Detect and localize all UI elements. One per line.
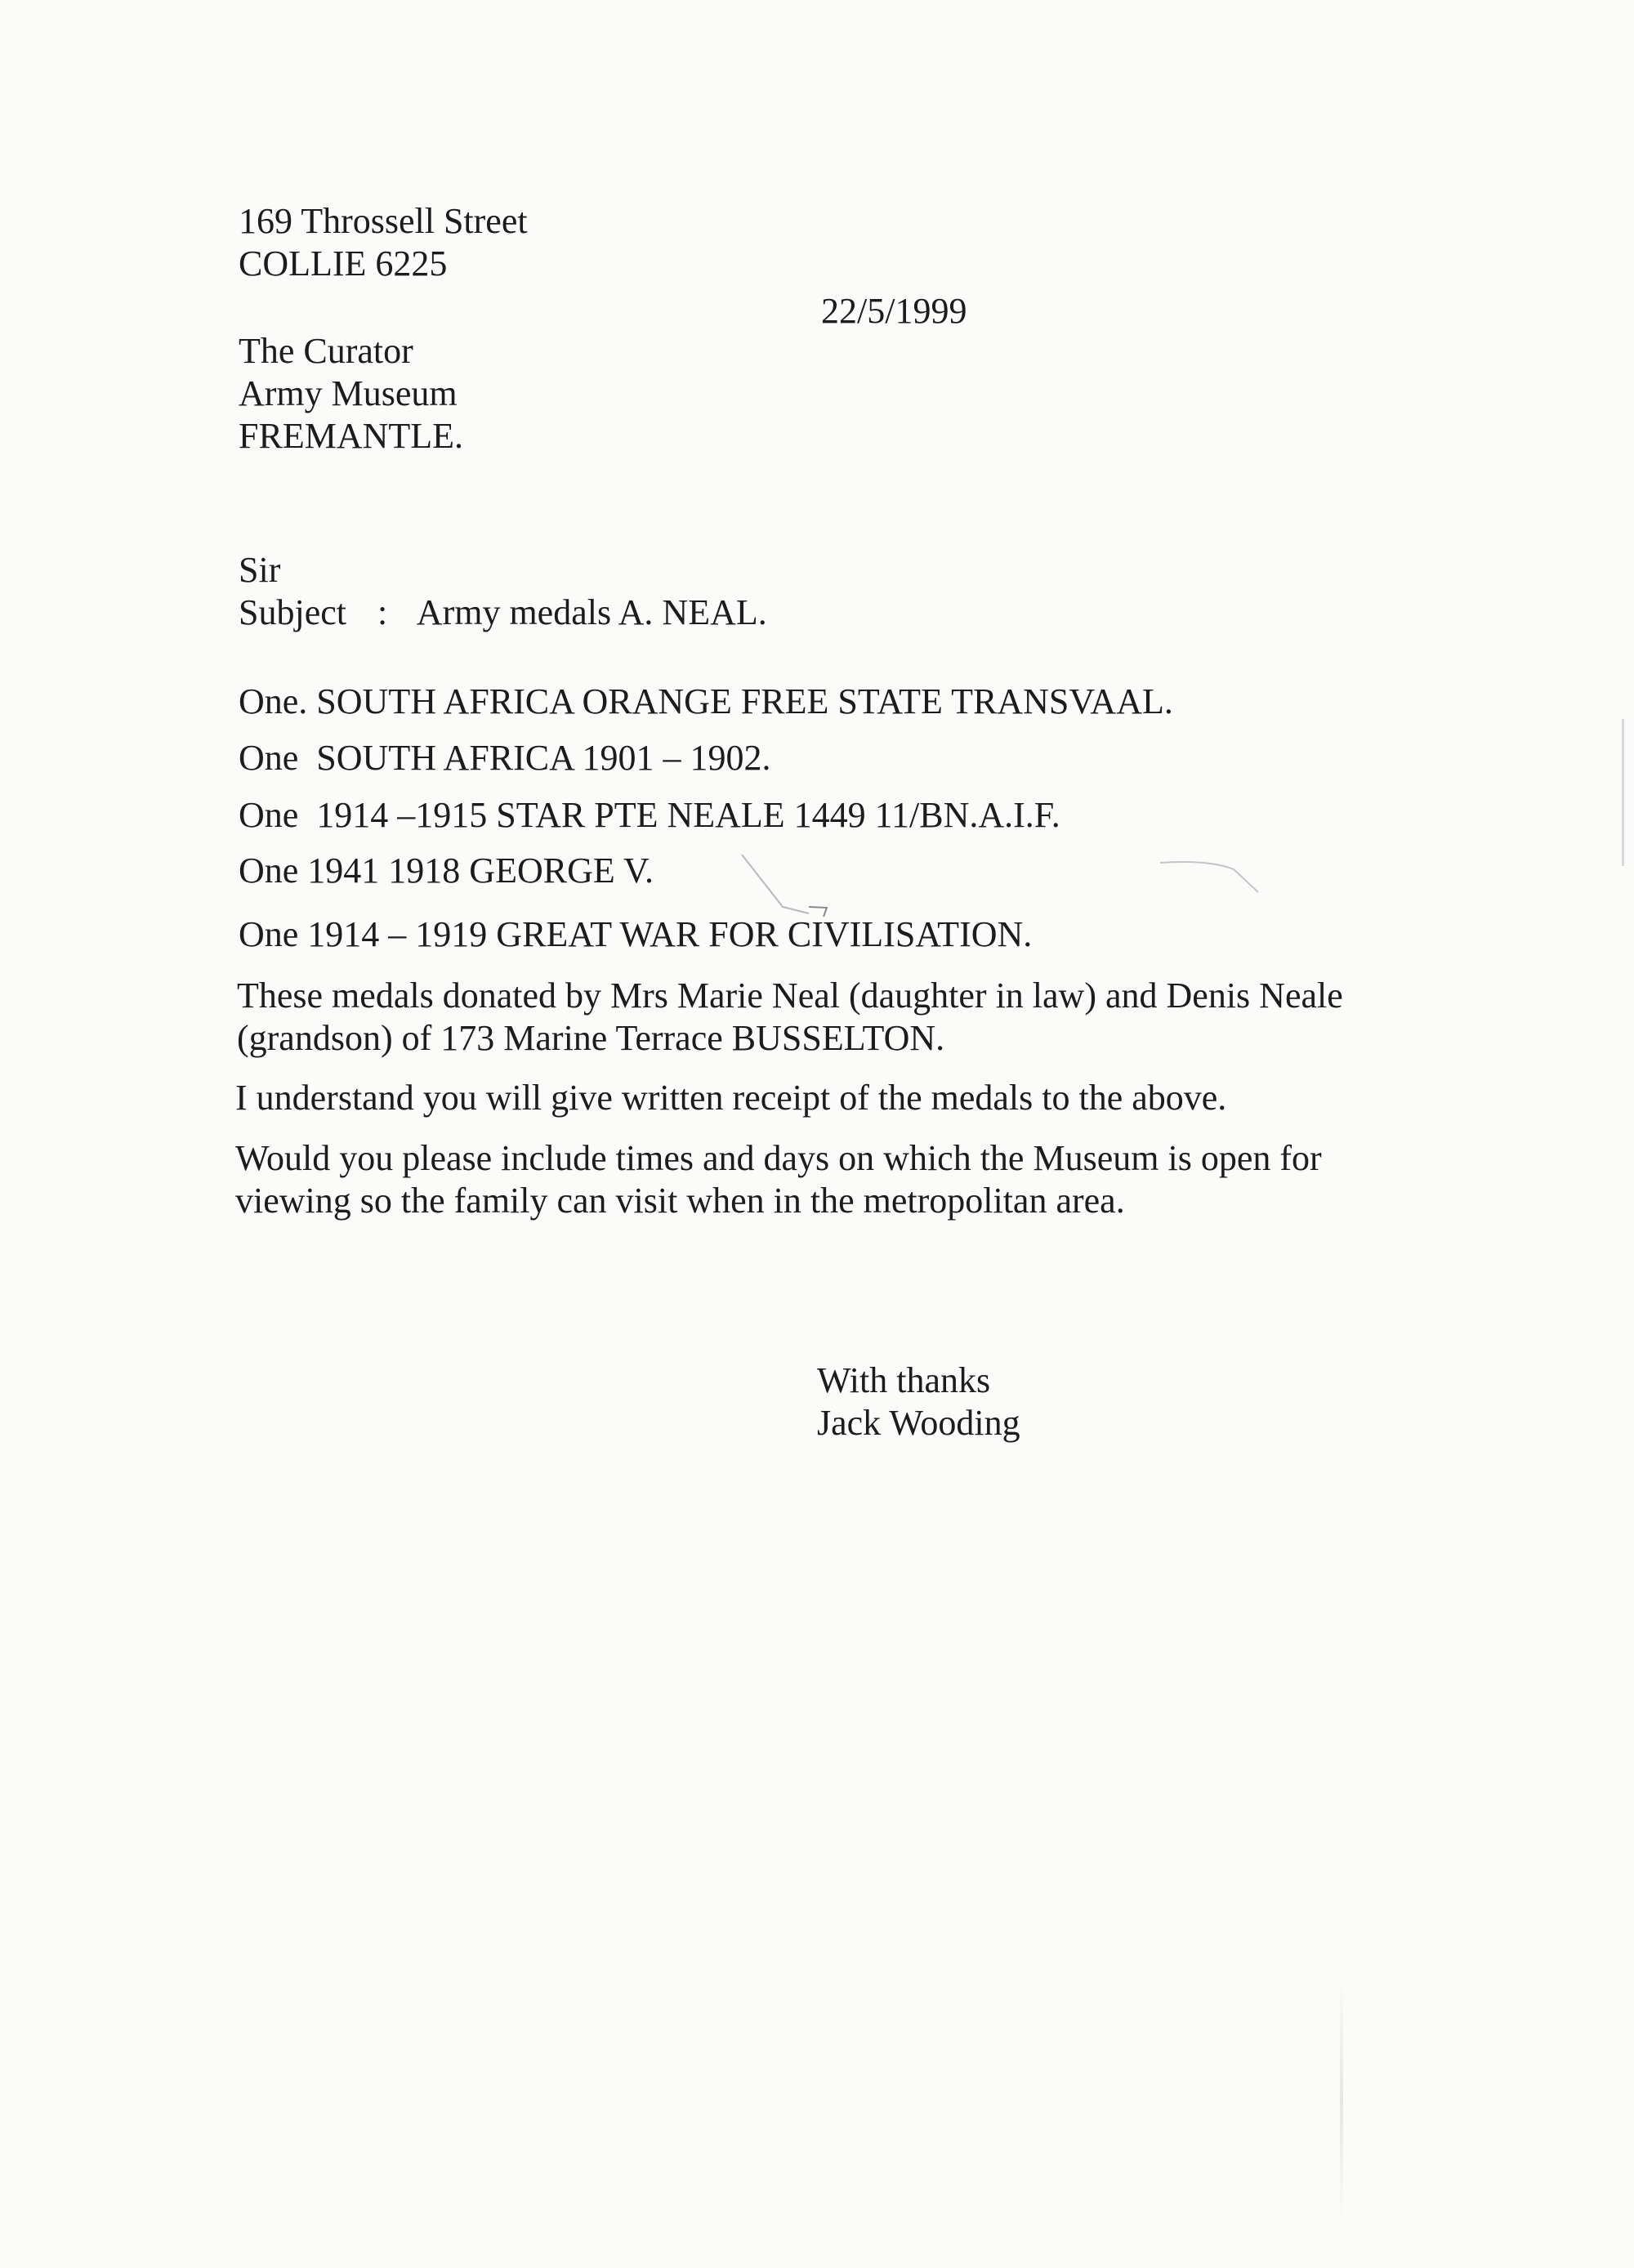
scan-crease-shadow <box>1340 1977 1343 2222</box>
scan-edge-shadow <box>1622 719 1624 866</box>
subject-label: Subject <box>239 592 346 632</box>
sender-address-line2: COLLIE 6225 <box>239 243 448 284</box>
medal-item: One 1941 1918 GEORGE V. <box>239 850 654 891</box>
recipient-organization: Army Museum <box>239 373 458 413</box>
stray-mark-arrow <box>809 907 827 917</box>
letter-date: 22/5/1999 <box>821 291 967 331</box>
request-paragraph-line2: viewing so the family can visit when in the metropolitan area. <box>235 1181 1125 1221</box>
stray-mark-right <box>1160 862 1258 892</box>
subject-separator: : <box>377 592 388 632</box>
salutation: Sir <box>239 550 281 590</box>
recipient-title: The Curator <box>239 331 413 371</box>
receipt-paragraph: I understand you will give written receipt of the medals to the above. <box>235 1078 1227 1118</box>
subject-line <box>239 592 767 634</box>
medal-item: One SOUTH AFRICA 1901 – 1902. <box>239 738 771 778</box>
medal-item: One. SOUTH AFRICA ORANGE FREE STATE TRANSVAAL. <box>239 681 1173 721</box>
donation-paragraph-line2: (grandson) of 173 Marine Terrace BUSSELTON. <box>237 1018 945 1058</box>
sender-address-line1: 169 Throssell Street <box>239 201 528 241</box>
recipient-city: FREMANTLE. <box>239 416 463 456</box>
request-paragraph-line1: Would you please include times and days on which the Museum is open for <box>235 1138 1322 1178</box>
closing-signature: Jack Wooding <box>817 1403 1020 1443</box>
donation-paragraph-line1: These medals donated by Mrs Marie Neal (daughter in law) and Denis Neale <box>237 976 1343 1016</box>
closing-valediction: With thanks <box>817 1360 991 1400</box>
medal-item: One 1914 –1915 STAR PTE NEALE 1449 11/BN.A.I.F. <box>239 795 1060 835</box>
subject-text: Army medals A. NEAL. <box>416 592 767 632</box>
medal-item: One 1914 – 1919 GREAT WAR FOR CIVILISATION. <box>239 914 1033 954</box>
pencil-stray-marks <box>735 850 1307 940</box>
stray-mark-left <box>742 855 809 913</box>
